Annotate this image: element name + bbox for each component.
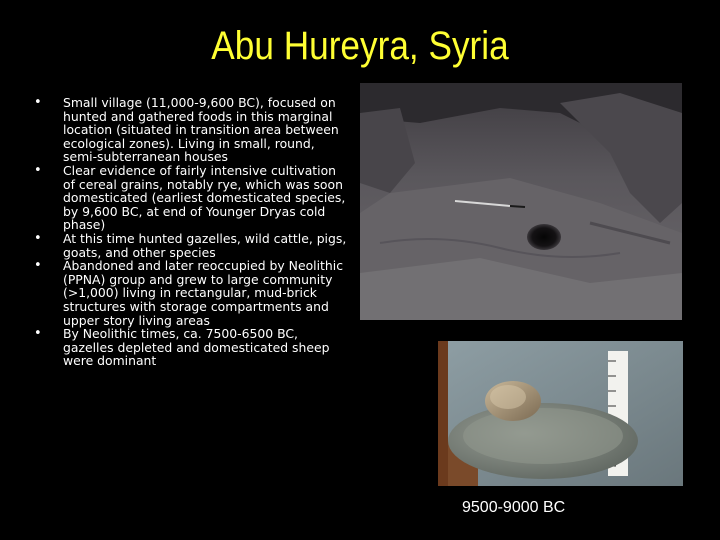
bullet-list: [30, 96, 350, 368]
bullet-icon: •: [34, 326, 42, 342]
bullet-item: [30, 232, 350, 259]
bullet-text: At this time hunted gazelles, wild cattle, pigs, goats, and other species: [63, 230, 347, 260]
bullet-text: Abandoned and later reoccupied by Neolithic (PPNA) group and grew to large community (>1,000) living in rectangular, mud-brick structures with storage compartments and upper story living areas: [63, 258, 344, 328]
bullet-item: [30, 259, 350, 327]
excavation-photo-image: [360, 83, 682, 320]
excavation-photo: [360, 83, 682, 320]
photo-caption: 9500-9000 BC: [462, 499, 566, 516]
artifact-photo-image: [438, 341, 683, 486]
bullet-text: By Neolithic times, ca. 7500-6500 BC, gazelles depleted and domesticated sheep were dominant: [63, 326, 330, 369]
bullet-item: [30, 164, 350, 232]
bullet-icon: •: [34, 162, 42, 178]
artifact-photo: [438, 341, 683, 486]
bullet-icon: •: [34, 258, 42, 274]
bullet-text: Clear evidence of fairly intensive cultivation of cereal grains, notably rye, which was soon domesticated (earliest domesticated species, by 9,600 BC, at end of Younger Dryas cold phase): [63, 162, 346, 233]
slide-title: Abu Hureyra, Syria: [211, 24, 509, 68]
bullet-text: Small village (11,000-9,600 BC), focused on hunted and gathered foods in this marginal location (situated in transition area between ecological zones). Living in small, round, semi-subterranean houses: [63, 95, 339, 165]
bullet-item: [30, 96, 350, 164]
bullet-icon: •: [34, 95, 42, 110]
bullet-icon: •: [34, 230, 42, 246]
bullet-item: [30, 327, 350, 368]
